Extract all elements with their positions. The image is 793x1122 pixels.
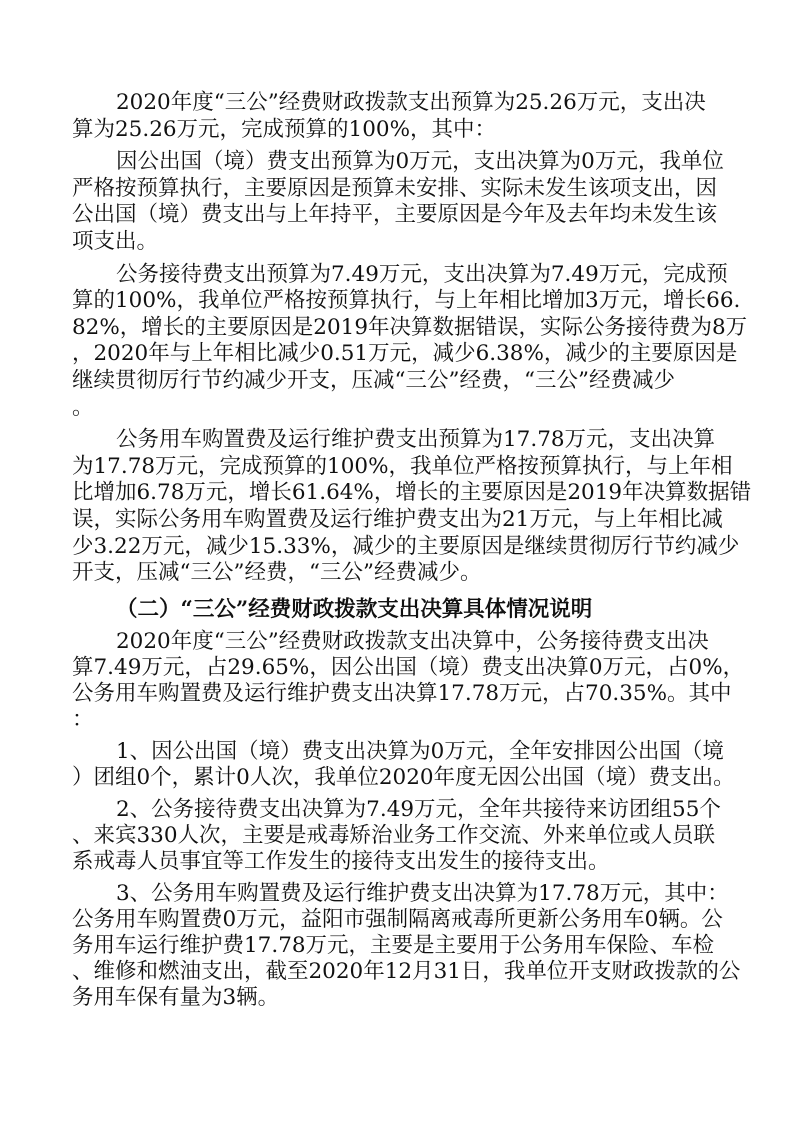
upper-section: [72, 90, 752, 587]
heading-text: （二）“三公”经费财政拨款支出决算具体情况说明: [116, 596, 593, 622]
paragraph: [72, 739, 735, 791]
section-heading: [72, 597, 732, 624]
text-line: 为17.78万元，完成预算的100%，我单位严格按预算执行，与上年相: [72, 453, 733, 479]
paragraph: [72, 797, 732, 875]
text-line: 、来宾330人次，主要是戒毒矫治业务工作交流、外来单位或人员联: [72, 823, 716, 849]
document-body: [72, 90, 752, 1011]
text-line: 算为25.26万元，完成预算的100%，其中：: [72, 116, 497, 142]
text-line: 公务接待费支出预算为7.49万元，支出决算为7.49万元，完成预: [116, 261, 728, 287]
text-line: 82%，增长的主要原因是2019年决算数据错误，实际公务接待费为8万: [72, 314, 748, 340]
paragraph: [72, 149, 732, 255]
text-line: 比增加6.78万元，增长61.64%，增长的主要原因是2019年决算数据错: [72, 480, 752, 506]
text-line: 、维修和燃油支出，截至2020年12月31日，我单位开支财政拨款的公: [72, 959, 741, 985]
text-line: 2、公务接待费支出决算为7.49万元，全年共接待来访团组55个: [116, 797, 721, 823]
paragraph: [72, 261, 748, 422]
text-line: ）团组0个，累计0人次，我单位2020年度无因公出国（境）费支出。: [72, 765, 735, 791]
text-line: 算的100%，我单位严格按预算执行，与上年相比增加3万元，增长66.: [72, 288, 741, 314]
text-line: 公务用车购置费0万元，益阳市强制隔离戒毒所更新公务用车0辆。公: [72, 907, 723, 933]
text-line: 2020年度“三公”经费财政拨款支出决算中，公务接待费支出决: [116, 629, 709, 655]
text-line: 系戒毒人员事宜等工作发生的接待支出发生的接待支出。: [72, 849, 610, 875]
text-line: 算7.49万元，占29.65%，因公出国（境）费支出决算0万元，占0%，: [72, 655, 745, 681]
text-line: 开支，压减“三公”经费，“三公”经费减少。: [72, 560, 482, 586]
text-line: ，2020年与上年相比减少0.51万元，减少6.38%，减少的主要原因是: [72, 341, 738, 367]
paragraph: [72, 90, 732, 143]
text-line: 1、因公出国（境）费支出决算为0万元，全年安排因公出国（境: [116, 739, 724, 765]
text-line: 。: [72, 394, 94, 420]
text-line: 公务用车购置费及运行维护费支出预算为17.78万元，支出决算: [116, 427, 716, 453]
text-line: 公出国（境）费支出与上年持平，主要原因是今年及去年均未发生该: [72, 202, 718, 228]
text-line: 继续贯彻厉行节约减少开支，压减“三公”经费，“三公”经费减少: [72, 367, 675, 393]
text-line: 2020年度“三公”经费财政拨款支出预算为25.26万元，支出决: [116, 90, 706, 115]
text-line: 严格按预算执行，主要原因是预算未安排、实际未发生该项支出，因: [72, 175, 718, 201]
text-line: 务用车保有量为3辆。: [72, 985, 280, 1011]
text-line: 少3.22万元，减少15.33%，减少的主要原因是继续贯彻厉行节约减少: [72, 533, 740, 559]
paragraph: [72, 427, 752, 587]
text-line: 公务用车购置费及运行维护费支出决算17.78万元，占70.35%。其中: [72, 681, 732, 707]
text-line: 因公出国（境）费支出预算为0万元，支出决算为0万元，我单位: [116, 149, 724, 175]
text-line: ：: [72, 707, 94, 733]
text-line: 务用车运行维护费17.78万元，主要是主要用于公务用车保险、车检: [72, 933, 715, 959]
paragraph: [72, 881, 741, 1011]
lower-section: [72, 629, 745, 1011]
paragraph: [72, 629, 745, 733]
text-line: 3、公务用车购置费及运行维护费支出决算为17.78万元，其中：: [116, 881, 729, 907]
text-line: 项支出。: [72, 228, 159, 254]
text-line: 误，实际公务用车购置费及运行维护费支出为21万元，与上年相比减: [72, 506, 723, 532]
